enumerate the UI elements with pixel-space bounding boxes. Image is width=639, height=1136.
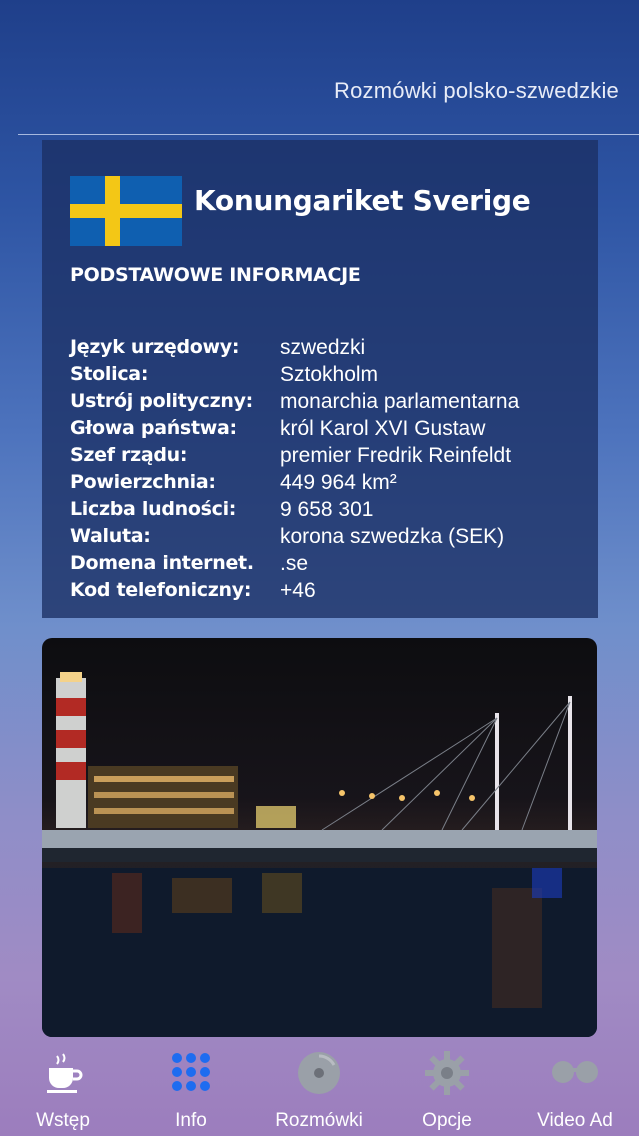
fact-label: Stolica: (70, 363, 149, 385)
tab-opcje[interactable] (392, 1040, 502, 1136)
tab-label: Opcje (422, 1110, 472, 1131)
gear-icon (424, 1050, 470, 1101)
tab-label: Rozmówki (275, 1110, 363, 1131)
fact-row (70, 444, 588, 471)
section-title: PODSTAWOWE INFORMACJE (70, 264, 361, 286)
fact-label: Ustrój polityczny: (70, 390, 253, 412)
tab-video-ad[interactable] (520, 1040, 630, 1136)
glasses-icon (549, 1050, 601, 1095)
fact-label: Domena internet. (70, 552, 254, 574)
fact-value: premier Fredrik Reinfeldt (280, 444, 512, 467)
tab-label: Video Ad (537, 1110, 613, 1131)
country-name: Konungariket Sverige (194, 184, 531, 217)
tab-wstep[interactable] (8, 1040, 118, 1136)
fact-label: Język urzędowy: (70, 336, 240, 358)
country-info-card (42, 140, 598, 618)
fact-value: monarchia parlamentarna (280, 390, 520, 413)
facts-list (70, 336, 588, 606)
fact-label: Szef rządu: (70, 444, 188, 466)
tab-rozmowki[interactable] (264, 1040, 374, 1136)
fact-label: Liczba ludności: (70, 498, 237, 520)
fact-row (70, 525, 588, 552)
fact-row (70, 579, 588, 606)
fact-value: 9 658 301 (280, 498, 374, 521)
fact-row (70, 390, 588, 417)
disc-icon (296, 1050, 342, 1101)
tab-info[interactable] (136, 1040, 246, 1136)
fact-label: Powierzchnia: (70, 471, 216, 493)
fact-label: Waluta: (70, 525, 151, 547)
fact-value: król Karol XVI Gustaw (280, 417, 486, 440)
fact-row (70, 363, 588, 390)
fact-value: korona szwedzka (SEK) (280, 525, 505, 548)
city-night-photo (42, 638, 597, 1037)
fact-value: Sztokholm (280, 363, 379, 386)
fact-value: 449 964 km² (280, 471, 397, 494)
header-divider (18, 134, 639, 135)
tab-label: Info (175, 1110, 207, 1131)
fact-label: Głowa państwa: (70, 417, 237, 439)
tab-bar (0, 1040, 639, 1136)
fact-row (70, 498, 588, 525)
fact-value: szwedzki (280, 336, 366, 359)
tab-label: Wstęp (36, 1110, 90, 1131)
fact-value: .se (280, 552, 309, 575)
fact-row (70, 471, 588, 498)
fact-value: +46 (280, 579, 316, 602)
fact-label: Kod telefoniczny: (70, 579, 252, 601)
fact-row (70, 552, 588, 579)
sweden-flag-icon (70, 176, 182, 246)
fact-row (70, 417, 588, 444)
header-title: Rozmówki polsko-szwedzkie (334, 78, 619, 103)
coffee-cup-icon (41, 1050, 85, 1099)
dots-grid-icon (169, 1050, 213, 1099)
fact-row (70, 336, 588, 363)
